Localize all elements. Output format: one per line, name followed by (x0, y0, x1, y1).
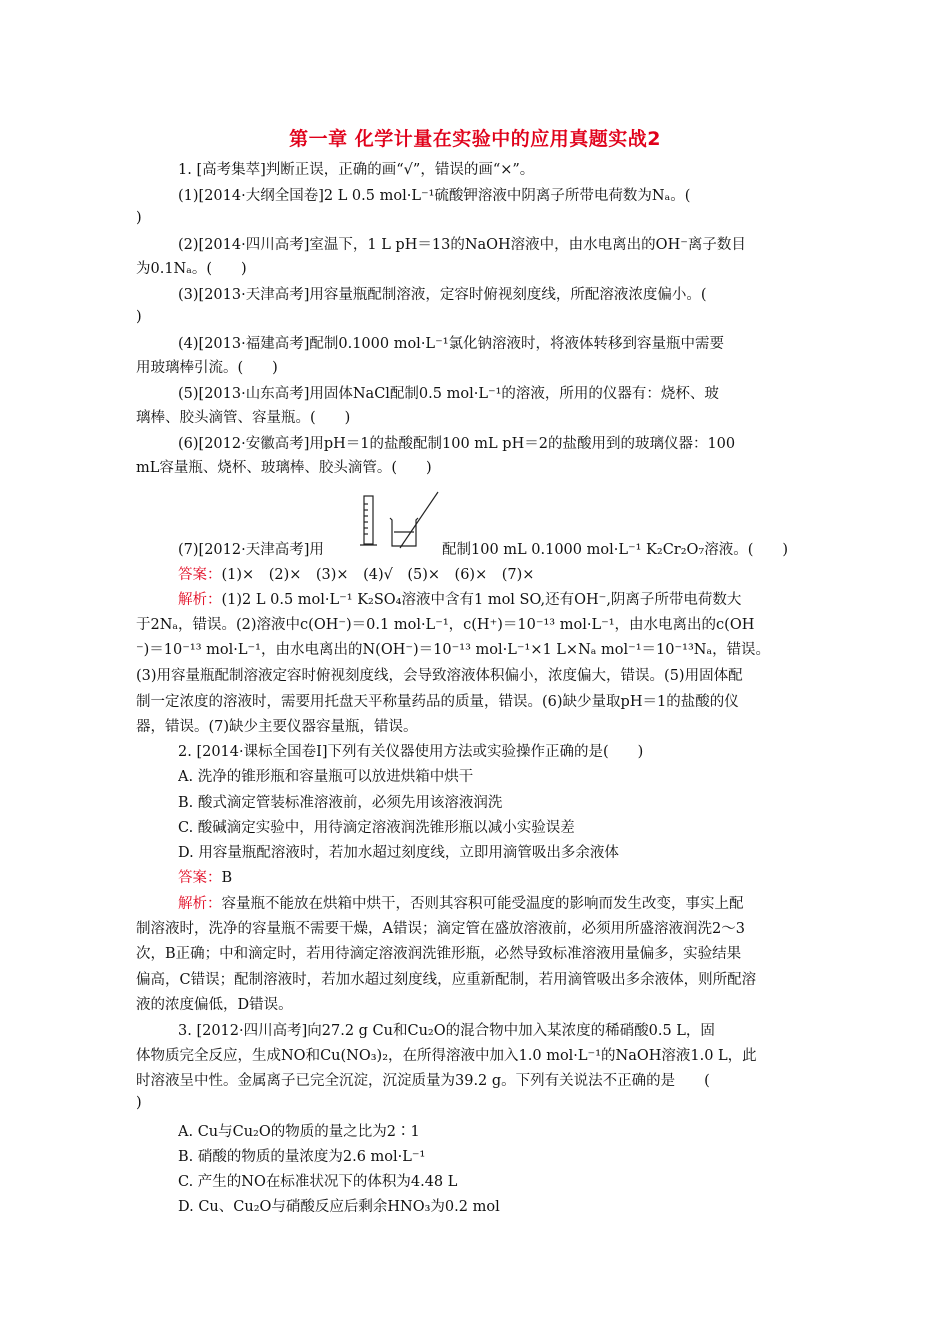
q3-option-c: C. 产生的NO在标准状况下的体积为4.48 L (178, 1174, 458, 1190)
answer-text: B (221, 870, 233, 886)
explanation-line: 液的浓度偏低，D错误。 (136, 997, 293, 1013)
q1-item-4-cont: 用玻璃棒引流。( ) (136, 360, 278, 376)
q1-item-5: (5)[2013·山东高考]用固体NaCl配制0.5 mol·L⁻¹的溶液，所用的仪器有：烧杯、玻 (178, 386, 719, 402)
explanation-label: 解析： (178, 896, 222, 912)
q3-option-d: D. Cu、Cu₂O与硝酸反应后剩余HNO₃为0.2 mol (178, 1199, 500, 1215)
explanation-label: 解析： (178, 592, 222, 608)
q1-item-7-pre: (7)[2012·天津高考]用 (178, 542, 324, 558)
explanation-line: (3)用容量瓶配制溶液定容时俯视刻度线，会导致溶液体积偏小，浓度偏大，错误。(5)用固体配 (136, 668, 743, 684)
q3-stem-cont: 时溶液呈中性。金属离子已完全沉淀，沉淀质量为39.2 g。下列有关说法不正确的是 ( (136, 1073, 710, 1089)
answer-label: 答案： (178, 870, 222, 886)
q1-item-3-cont: ) (136, 309, 142, 325)
q3-stem: 3. [2012·四川高考]向27.2 g Cu和Cu₂O的混合物中加入某浓度的稀硝酸0.5 L，固 (178, 1023, 715, 1039)
q1-item-2: (2)[2014·四川高考]室温下，1 L pH＝13的NaOH溶液中，由水电离出的OH⁻离子数目 (178, 237, 746, 253)
q3-option-a: A. Cu与Cu₂O的物质的量之比为2∶1 (178, 1124, 420, 1140)
q2-option-c: C. 酸碱滴定实验中，用待滴定溶液润洗锥形瓶以减小实验误差 (178, 820, 575, 836)
explanation-line: 容量瓶不能放在烘箱中烘干，否则其容积可能受温度的影响而发生改变，事实上配 (221, 896, 744, 912)
explanation-line: 次，B正确；中和滴定时，若用待滴定溶液润洗锥形瓶，必然导致标准溶液用量偏多，实验结果 (136, 946, 742, 962)
glassware-figure (358, 490, 440, 552)
q1-item-4: (4)[2013·福建高考]配制0.1000 mol·L⁻¹氯化钠溶液时，将液体转移到容量瓶中需要 (178, 336, 725, 352)
explanation-line: (1)2 L 0.5 mol·L⁻¹ K₂SO₄溶液中含有1 mol SO,还有OH⁻,阴离子所带电荷数大 (221, 592, 742, 608)
explanation-line: 偏高，C错误；配制溶液时，若加水超过刻度线，应重新配制，若用滴管吸出多余液体，则所配溶 (136, 972, 757, 988)
q2-option-d: D. 用容量瓶配溶液时，若加水超过刻度线，立即用滴管吸出多余液体 (178, 845, 619, 861)
q1-heading: 1. [高考集萃]判断正误，正确的画“√”，错误的画“×”。 (178, 162, 535, 178)
q1-item-2-cont: 为0.1Nₐ。( ) (136, 261, 247, 277)
q2-heading: 2. [2014·课标全国卷Ⅰ]下列有关仪器使用方法或实验操作正确的是( ) (178, 744, 644, 760)
answer-text: (1)× (2)× (3)× (4)√ (5)× (6)× (7)× (221, 567, 535, 583)
explanation-line: 于2Nₐ，错误。(2)溶液中c(OH⁻)＝0.1 mol·L⁻¹，c(H⁺)＝10⁻¹³ mol·L⁻¹，由水电离出的c(OH (136, 617, 755, 633)
q2-option-a: A. 洗净的锥形瓶和容量瓶可以放进烘箱中烘干 (178, 769, 474, 785)
explanation-line: 制一定浓度的溶液时，需要用托盘天平称量药品的质量，错误。(6)缺少量取pH＝1的盐酸的仪 (136, 694, 739, 710)
q1-item-1: (1)[2014·大纲全国卷]2 L 0.5 mol·L⁻¹硫酸钾溶液中阴离子所带电荷数为Nₐ。( (178, 188, 691, 204)
q3-option-b: B. 硝酸的物质的量浓度为2.6 mol·L⁻¹ (178, 1149, 426, 1165)
page-title: 第一章 化学计量在实验中的应用真题实战2 (289, 128, 661, 150)
answer-label: 答案： (178, 567, 222, 583)
q2-option-b: B. 酸式滴定管装标准溶液前，必须先用该溶液润洗 (178, 795, 503, 811)
q1-item-5-cont: 璃棒、胶头滴管、容量瓶。( ) (136, 410, 351, 426)
beaker-with-glass-rod-icon (390, 492, 438, 548)
graduated-cylinder-icon (360, 496, 377, 545)
explanation-line: 器，错误。(7)缺少主要仪器容量瓶，错误。 (136, 719, 418, 735)
explanation-line: 制溶液时，洗净的容量瓶不需要干燥，A错误；滴定管在盛放溶液前，必须用所盛溶液润洗2～3 (136, 921, 745, 937)
q1-item-7-post: 配制100 mL 0.1000 mol·L⁻¹ K₂Cr₂O₇溶液。( ) (442, 542, 789, 558)
q3-stem-cont: 体物质完全反应，生成NO和Cu(NO₃)₂，在所得溶液中加入1.0 mol·L⁻¹的NaOH溶液1.0 L，此 (136, 1048, 757, 1064)
q1-item-6-cont: mL容量瓶、烧杯、玻璃棒、胶头滴管。( ) (136, 460, 432, 476)
explanation-line: ⁻)＝10⁻¹³ mol·L⁻¹，由水电离出的N(OH⁻)＝10⁻¹³ mol·L⁻¹×1 L×Nₐ mol⁻¹＝10⁻¹³Nₐ，错误。 (136, 642, 771, 658)
q1-item-3: (3)[2013·天津高考]用容量瓶配制溶液，定容时俯视刻度线，所配溶液浓度偏小。( (178, 287, 707, 303)
q1-item-6: (6)[2012·安徽高考]用pH＝1的盐酸配制100 mL pH＝2的盐酸用到的玻璃仪器：100 (178, 436, 736, 452)
q3-stem-cont: ) (136, 1095, 142, 1111)
q1-item-1-cont: ) (136, 210, 142, 226)
